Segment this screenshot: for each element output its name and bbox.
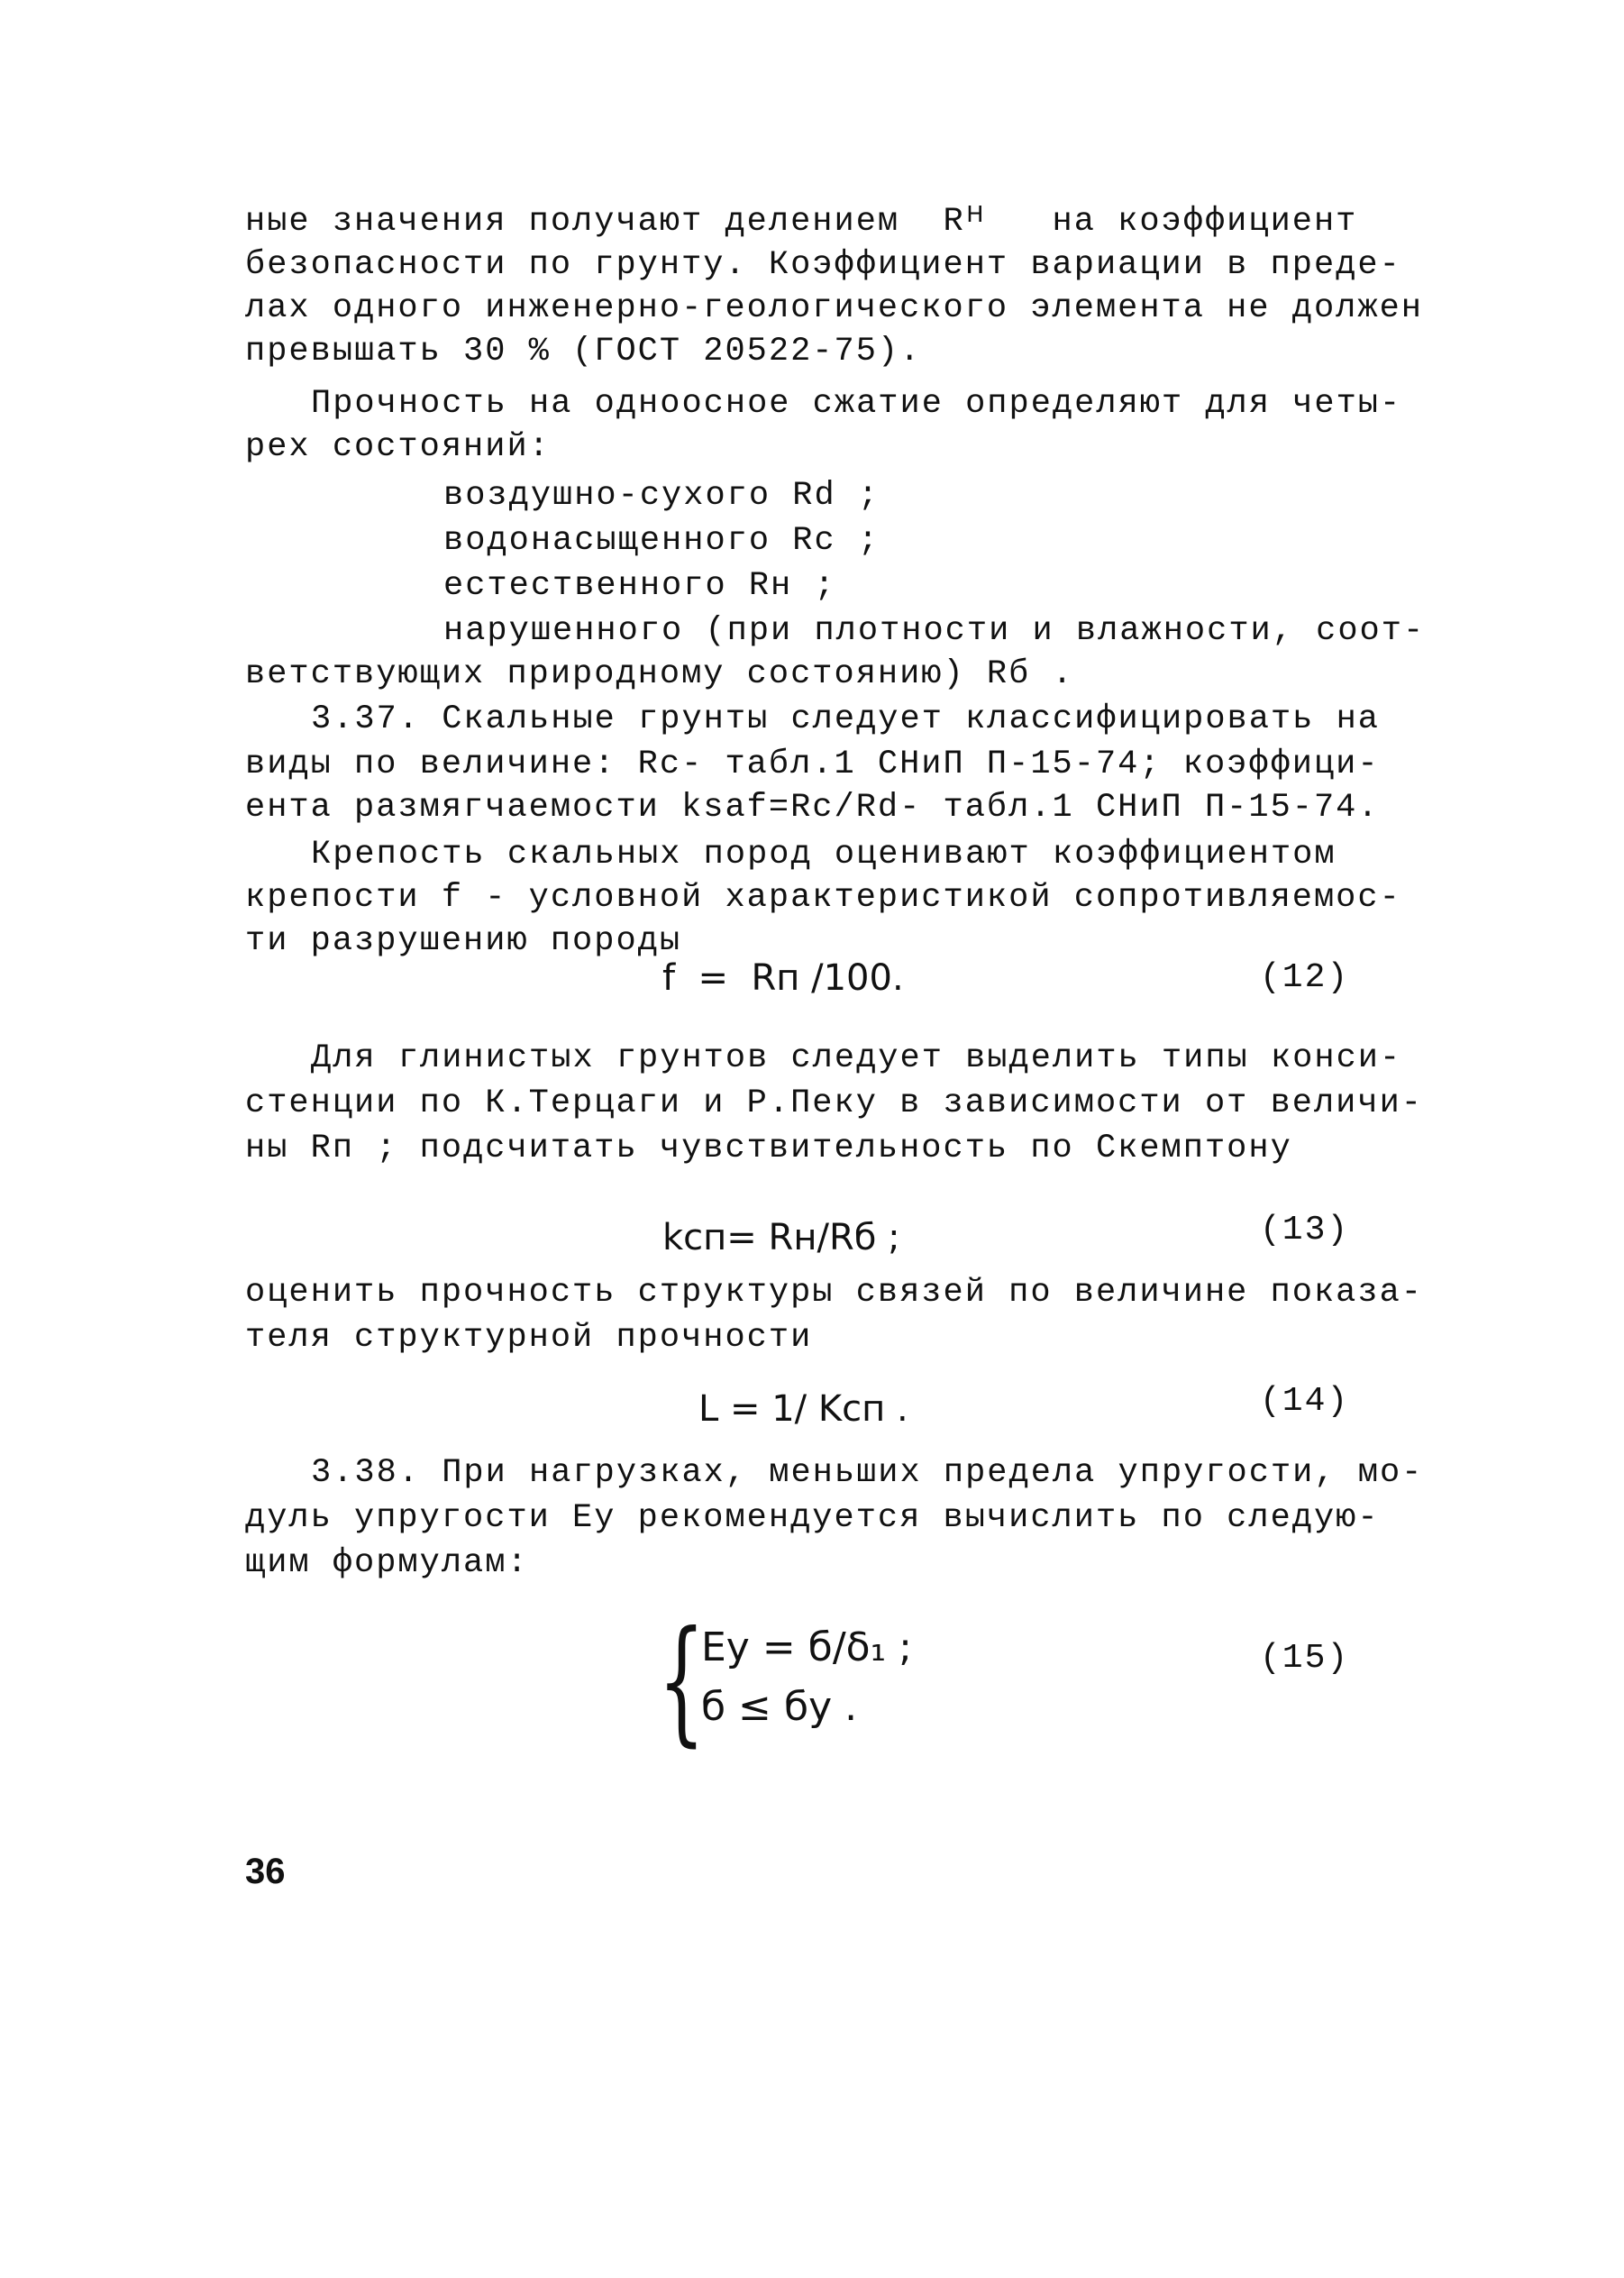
text-line: Прочность на одноосное сжатие определяют для четы-	[311, 385, 1402, 423]
text-line: безопасности по грунту. Коэффициент вариации в преде-	[245, 246, 1401, 284]
text-line: Для глинистых грунтов следует выделить типы конси-	[311, 1039, 1402, 1077]
text-line: естественного Rн ;	[443, 567, 836, 605]
equation-number-14: (14)	[1260, 1382, 1350, 1421]
text-line: крепости f - условной характеристикой сопротивляемос-	[245, 879, 1401, 917]
text-line: стенции по К.Терцаги и Р.Пеку в зависимости от величи-	[245, 1084, 1423, 1122]
text-line: виды по величине: Rc- табл.1 СНиП П-15-74; коэффици-	[245, 746, 1380, 783]
text-line: лах одного инженерно-геологического элемента не должен	[245, 289, 1423, 327]
curly-brace-icon: {	[658, 1603, 706, 1760]
text-line: водонасыщенного Rc ;	[443, 522, 880, 560]
equation-15-line-2: б ≤ бу .	[701, 1684, 858, 1730]
text-line: воздушно-сухого Rd ;	[443, 477, 880, 515]
equation-number-13: (13)	[1260, 1211, 1350, 1249]
text-line: ные значения получают делением Rᴴ на коэффициент	[245, 203, 1358, 241]
text-line: теля структурной прочности	[245, 1319, 813, 1357]
equation-number-12: (12)	[1260, 958, 1350, 997]
text-line: превышать 30 % (ГОСТ 20522-75).	[245, 333, 922, 371]
text-line: ти разрушению породы	[245, 922, 682, 960]
text-line: 3.38. При нагрузках, меньших предела упругости, мо-	[311, 1454, 1424, 1492]
text-line: ветствующих природному состоянию) Rб .	[245, 655, 1074, 693]
equation-12: f = Rп /100.	[662, 957, 904, 999]
equation-14: L = 1/ Kсп .	[698, 1388, 908, 1430]
text-line: щим формулам:	[245, 1544, 529, 1582]
text-line: оценить прочность структуры связей по величине показа-	[245, 1274, 1423, 1312]
text-line: дуль упругости Eу рекомендуется вычислить по следую-	[245, 1499, 1380, 1537]
text-line: 3.37. Скальные грунты следует классифицировать на	[311, 700, 1380, 738]
equation-15-system	[658, 1603, 928, 1760]
text-line: ента размягчаемости ksaf=Rc/Rd- табл.1 СНиП П-15-74.	[245, 789, 1380, 827]
page-number: 36	[245, 1852, 286, 1891]
equation-number-15: (15)	[1260, 1639, 1350, 1678]
equation-15-line-1: Eу = б/δ₁ ;	[701, 1624, 913, 1670]
text-line: нарушенного (при плотности и влажности, соот-	[443, 612, 1426, 650]
text-line: Крепость скальных пород оценивают коэффициентом	[311, 836, 1337, 874]
text-line: ны Rп ; подсчитать чувствительность по Скемптону	[245, 1130, 1292, 1167]
equation-13: kсп= Rн/Rб ;	[662, 1217, 900, 1258]
text-line: рех состояний:	[245, 428, 551, 466]
